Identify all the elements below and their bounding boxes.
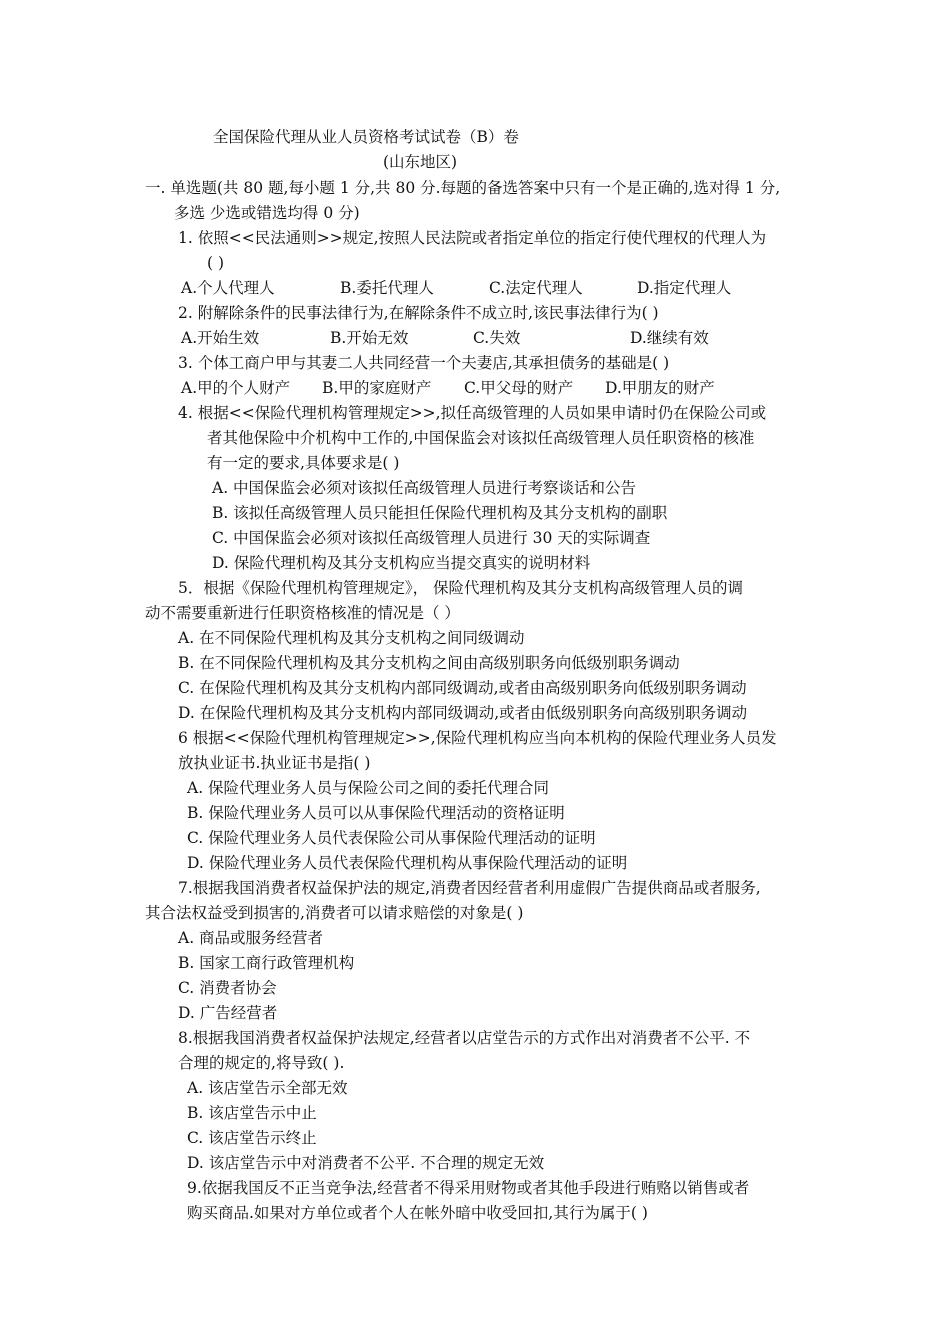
q1-option-a: A.个人代理人 (181, 279, 275, 297)
q8-option-c: C. 该店堂告示终止 (187, 1129, 317, 1147)
q3-option-c: C.甲父母的财产 (464, 379, 574, 397)
q2-option-c: C.失效 (473, 329, 521, 347)
question-2: 2. 附解除条件的民事法律行为,在解除条件不成立时,该民事法律行为( ) (178, 304, 659, 322)
page-title: 全国保险代理从业人员资格考试试卷（B）卷 (213, 128, 519, 146)
question-9-cont: 购买商品.如果对方单位或者个人在帐外暗中收受回扣,其行为属于( ) (187, 1204, 648, 1222)
question-5-cont: 动不需要重新进行任职资格核准的情况是（ ） (145, 604, 460, 622)
q8-option-d: D. 该店堂告示中对消费者不公平. 不合理的规定无效 (187, 1154, 545, 1172)
question-7: 7.根据我国消费者权益保护法的规定,消费者因经营者利用虚假广告提供商品或者服务, (178, 879, 761, 897)
q4-option-c: C. 中国保监会必须对该拟任高级管理人员进行 30 天的实际调查 (212, 529, 651, 547)
q3-option-b: B.甲的家庭财产 (322, 379, 432, 397)
question-4-cont: 有一定的要求,具体要求是( ) (207, 454, 400, 472)
q1-option-d: D.指定代理人 (637, 279, 732, 297)
question-8: 8.根据我国消费者权益保护法规定,经营者以店堂告示的方式作出对消费者不公平. 不 (178, 1029, 751, 1047)
question-6: 6 根据<<保险代理机构管理规定>>,保险代理机构应当向本机构的保险代理业务人员发 (178, 729, 777, 747)
q8-option-b: B. 该店堂告示中止 (187, 1104, 317, 1122)
q6-option-d: D. 保险代理业务人员代表保险代理机构从事保险代理活动的证明 (187, 854, 628, 872)
question-7-cont: 其合法权益受到损害的,消费者可以请求赔偿的对象是( ) (145, 904, 524, 922)
question-4-cont: 者其他保险中介机构中工作的,中国保监会对该拟任高级管理人员任职资格的核准 (207, 429, 755, 447)
question-8-cont: 合理的规定的,将导致( ). (178, 1054, 345, 1072)
q5-option-b: B. 在不同保险代理机构及其分支机构之间由高级别职务向低级别职务调动 (178, 654, 680, 672)
q2-option-a: A.开始生效 (181, 329, 260, 347)
question-3: 3. 个体工商户甲与其妻二人共同经营一个夫妻店,其承担债务的基础是( ) (178, 354, 670, 372)
question-5: 5．根据《保险代理机构管理规定》， 保险代理机构及其分支机构高级管理人员的调 (178, 579, 744, 597)
q4-option-d: D. 保险代理机构及其分支机构应当提交真实的说明材料 (212, 554, 591, 572)
q6-option-b: B. 保险代理业务人员可以从事保险代理活动的资格证明 (187, 804, 565, 822)
q7-option-d: D. 广告经营者 (178, 1004, 278, 1022)
q6-option-a: A. 保险代理业务人员与保险公司之间的委托代理合同 (187, 779, 550, 797)
q2-option-d: D.继续有效 (630, 329, 709, 347)
q1-option-c: C.法定代理人 (489, 279, 583, 297)
section-heading: 一. 单选题(共 80 题,每小题 1 分,共 80 分.每题的备选答案中只有一个是正确的,选对得 1 分, (145, 179, 781, 197)
q3-option-d: D.甲朋友的财产 (605, 379, 715, 397)
question-1-cont: ( ) (207, 254, 225, 272)
question-1: 1. 依照<<民法通则>>规定,按照人民法院或者指定单位的指定行使代理权的代理人为 (178, 229, 767, 247)
page-subtitle: (山东地区) (383, 153, 458, 171)
q5-option-d: D. 在保险代理机构及其分支机构内部同级调动,或者由低级别职务向高级别职务调动 (178, 704, 748, 722)
question-9: 9.依据我国反不正当竞争法,经营者不得采用财物或者其他手段进行贿赂以销售或者 (187, 1179, 750, 1197)
q3-option-a: A.甲的个人财产 (181, 379, 291, 397)
q5-option-a: A. 在不同保险代理机构及其分支机构之间同级调动 (178, 629, 525, 647)
q7-option-b: B. 国家工商行政管理机构 (178, 954, 355, 972)
q4-option-a: A. 中国保监会必须对该拟任高级管理人员进行考察谈话和公告 (212, 479, 637, 497)
section-heading-cont: 多选 少选或错选均得 0 分) (174, 204, 360, 222)
q1-option-b: B.委托代理人 (340, 279, 434, 297)
question-4: 4. 根据<<保险代理机构管理规定>>,拟任高级管理的人员如果申请时仍在保险公司或 (178, 404, 767, 422)
q5-option-c: C. 在保险代理机构及其分支机构内部同级调动,或者由高级别职务向低级别职务调动 (178, 679, 747, 697)
q7-option-a: A. 商品或服务经营者 (178, 929, 324, 947)
q4-option-b: B. 该拟任高级管理人员只能担任保险代理机构及其分支机构的副职 (212, 504, 668, 522)
q8-option-a: A. 该店堂告示全部无效 (187, 1079, 348, 1097)
question-6-cont: 放执业证书.执业证书是指( ) (178, 754, 371, 772)
q2-option-b: B.开始无效 (330, 329, 409, 347)
q7-option-c: C. 消费者协会 (178, 979, 277, 997)
q6-option-c: C. 保险代理业务人员代表保险公司从事保险代理活动的证明 (187, 829, 596, 847)
